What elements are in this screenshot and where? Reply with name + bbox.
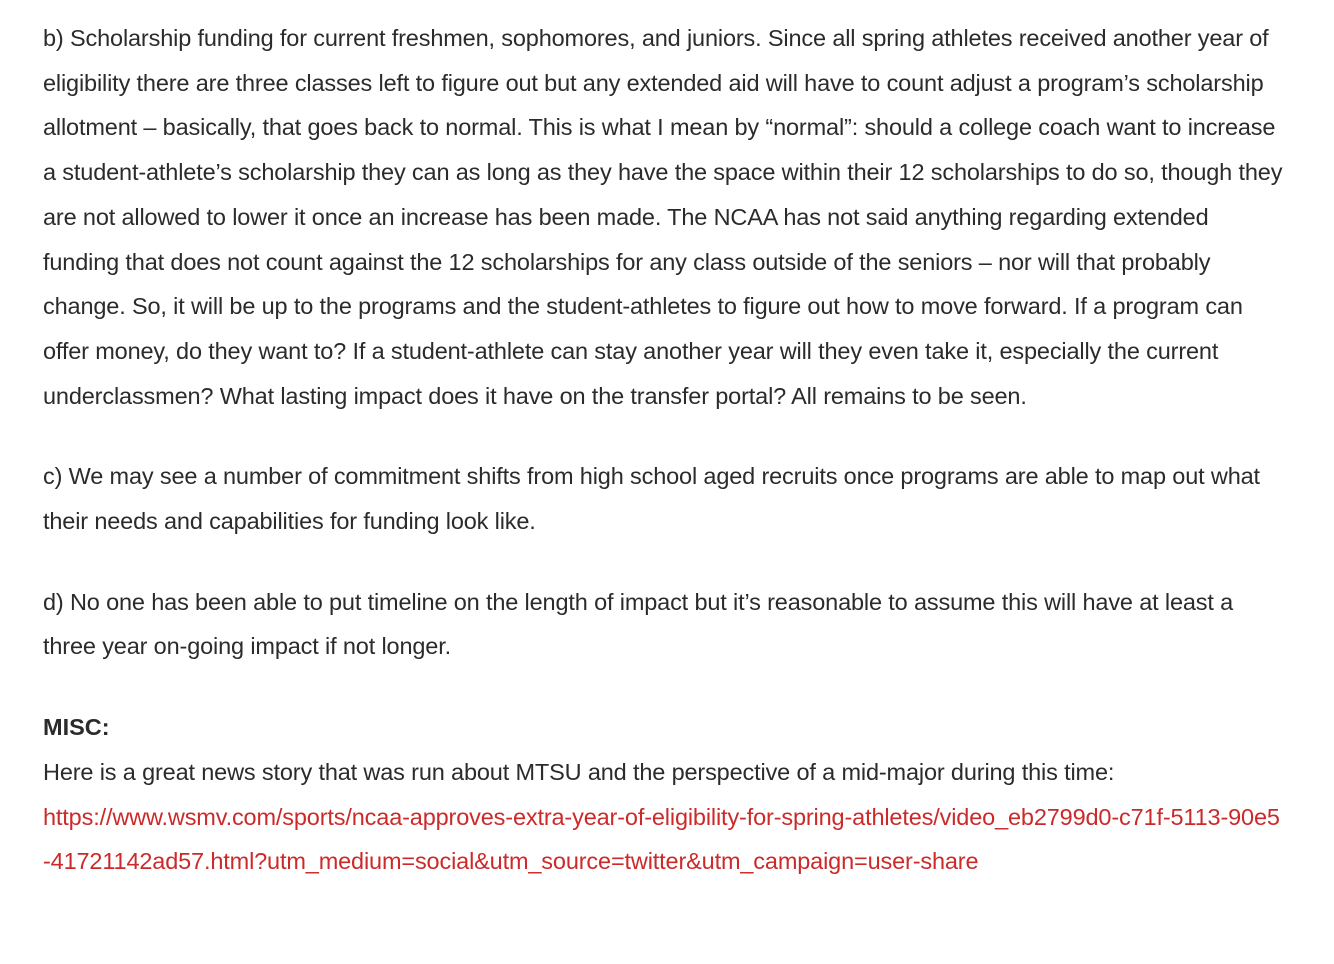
paragraph-spacer — [43, 544, 1283, 580]
paragraph-c: c) We may see a number of commitment shifts from high school aged recruits once programs are able to map out what their needs and capabilities for funding look like. — [43, 463, 1260, 535]
news-story-link[interactable]: https://www.wsmv.com/sports/ncaa-approves-extra-year-of-eligibility-for-spring-athletes/video_eb2799d0-c71f-5113-90e5-41721142ad57.html?utm_medium=social&utm_source=twitter&utm_campaign=user-share — [43, 803, 1280, 875]
paragraph-d: d) No one has been able to put timeline on the length of impact but it’s reasonable to assume this will have at least a three year on-going impact if not longer. — [43, 588, 1234, 660]
paragraph-spacer — [43, 418, 1283, 454]
paragraph-b: b) Scholarship funding for current freshmen, sophomores, and juniors. Since all spring athletes received another year of eligibility there are three classes left to figure out but any extended aid will have to count adjust a program’s scholarship allotment – basically, that goes back to normal. This is what I mean by “normal”: should a college coach want to increase a student-athlete’s scholarship they can as long as they have the space within their 12 scholarships to do so, though they are not allowed to lower it once an increase has been made. The NCAA has not said anything regarding extended funding that does not count against the 12 scholarships for any class outside of the seniors – nor will that probably change. So, it will be up to the programs and the student-athletes to figure out how to move forward. If a program can offer money, do they want to? If a student-athlete can stay another year will they even take it, especially the current underclassmen? What lasting impact does it have on the transfer portal? All remains to be seen. — [43, 25, 1283, 409]
misc-heading: MISC: — [43, 714, 110, 741]
misc-text: Here is a great news story that was run about MTSU and the perspective of a mid-major during this time: — [43, 758, 1115, 785]
article-body — [43, 16, 1283, 884]
paragraph-spacer — [43, 669, 1283, 705]
misc-link-paragraph — [43, 795, 1283, 884]
